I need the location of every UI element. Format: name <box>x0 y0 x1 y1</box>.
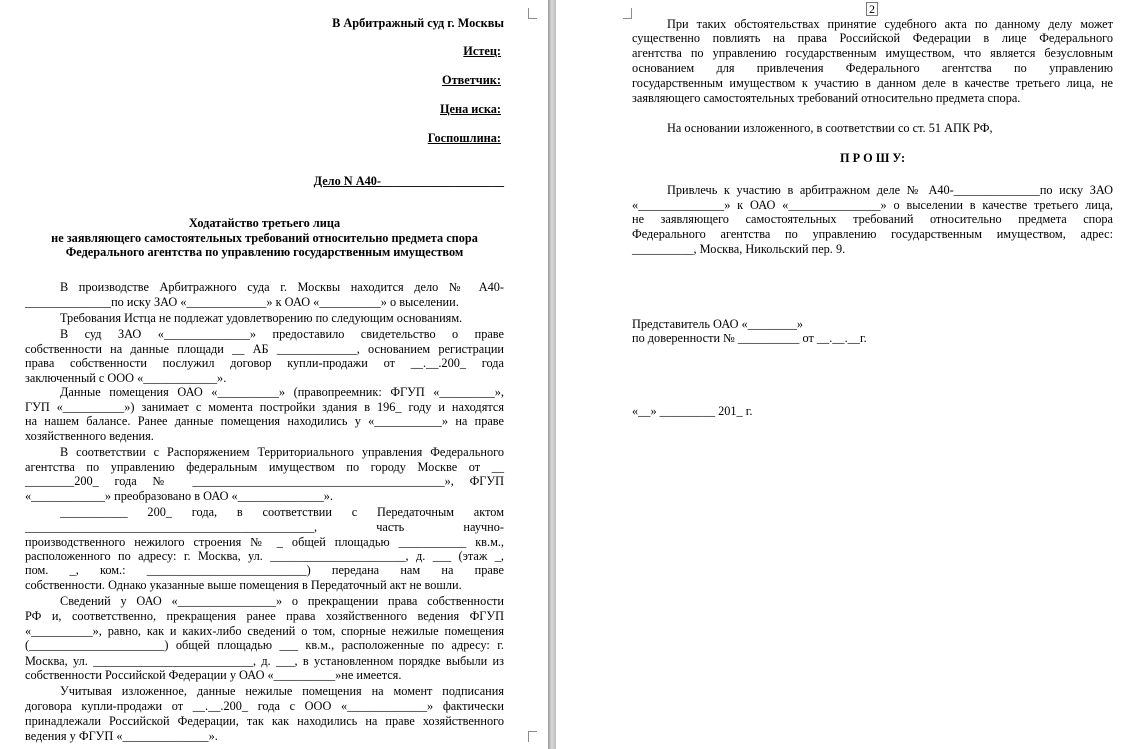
request-heading: П Р О Ш У: <box>839 151 906 165</box>
body-text-line: на нашем балансе. Ранее данные помещения находились у «___________» на праве <box>25 414 504 428</box>
page-corner-mark <box>528 8 537 19</box>
body-text-line: основанием для привлечения Федерального агентства по управлению <box>632 61 1113 75</box>
page-gutter <box>548 0 556 749</box>
date-line: «__» _________ 201_ г. <box>632 404 753 418</box>
body-text-line: ________200_ года № _________________________________________», ФГУП <box>25 474 504 488</box>
body-text-line: собственности на данные площади __ АБ _____________, основанием регистрации <box>25 342 504 356</box>
page-corner-mark <box>623 8 632 19</box>
case-number-label: Дело N А40- <box>313 174 382 188</box>
body-text-line: В производстве Арбитражного суда г. Москвы находится дело № А40- <box>60 280 504 294</box>
body-text-line: Сведений у ОАО «________________» о прекращении права собственности <box>60 594 504 608</box>
body-text-line: Требования Истца не подлежат удовлетворению по следующим основаниям. <box>60 311 463 325</box>
body-text-line: агентства по управлению государственным имуществом, что является безусловным <box>632 46 1113 60</box>
body-text-line: производственного нежилого строения № _ общей площадью ___________ кв.м., <box>25 535 504 549</box>
body-text-line: В соответствии с Распоряжением Территориального управления Федерального <box>60 445 504 459</box>
page-number: 2 <box>866 2 878 16</box>
body-text-line: заключенный с ООО «____________». <box>25 371 227 385</box>
state-duty-label: Госпошлина: <box>427 131 501 145</box>
page-corner-mark <box>528 731 537 742</box>
body-text-line: В суд ЗАО «______________» предоставило свидетельство о праве <box>60 327 504 341</box>
court-name: В Арбитражный суд г. Москвы <box>332 16 504 30</box>
request-text-line: не заявляющего самостоятельных требований относительно предмета спора <box>632 212 1113 226</box>
body-text-line: принадлежали Российской Федерации, так как находились на праве хозяйственного <box>25 714 504 728</box>
body-text-line: заявляющего самостоятельных требований относительно предмета спора. <box>632 91 1021 105</box>
power-of-attorney-line: по доверенности № __________ от __.__.__г. <box>632 331 867 345</box>
body-text-line: пом. _, ком.: __________________________) передана нам на праве <box>25 563 504 577</box>
body-text-line: расположенного по адресу: г. Москва, ул. ______________________, д. ___ (этаж _, <box>25 549 504 563</box>
body-text-line: ГУП «__________») занимает с момента постройки здания в 196_ году и находятся <box>25 400 504 414</box>
plaintiff-label: Истец: <box>463 44 501 58</box>
body-text-line: агентства по управлению федеральным имуществом по городу Москве от __ <box>25 460 504 474</box>
case-number <box>314 174 504 189</box>
case-number-blank: ____________________ <box>381 174 504 188</box>
request-text-line: Федерального агентства по управлению государственным имуществом, адрес: <box>632 227 1113 241</box>
body-text-line: Учитывая изложенное, данные нежилые помещения на момент подписания <box>60 684 504 698</box>
body-text-line: права собственности послужил договор купли-продажи от __.__.200_ года <box>25 356 504 370</box>
body-text-line: ______________по иску ЗАО «_____________» к ОАО «__________» о выселении. <box>25 295 459 309</box>
body-text-line: «____________» преобразовано в ОАО «______________». <box>25 489 334 503</box>
representative-signature: Представитель ОАО «________» <box>632 317 804 331</box>
body-text-line: хозяйственного ведения. <box>25 429 154 443</box>
document-page-2 <box>556 0 1137 749</box>
body-text-line: ведения у ФГУП «______________». <box>25 729 218 743</box>
body-text-line: РФ и, соответственно, прекращения ранее права хозяйственного ведения ФГУП <box>25 609 504 623</box>
body-text-line: Москва, ул. __________________________, д. ___, в установленном порядке выбыли из <box>25 654 504 668</box>
body-text-line: собственности Российской Федерации у ОАО «__________»не имеется. <box>25 668 402 682</box>
body-text-line: _______________________________________________, часть научно- <box>25 520 504 534</box>
defendant-label: Ответчик: <box>442 73 501 87</box>
body-text-line: государственным имуществом к участию в данном деле в качестве третьего лица, не <box>632 76 1113 90</box>
document-title-line: не заявляющего самостоятельных требований относительно предмета спора <box>51 231 478 245</box>
body-text-line: ___________ 200_ года, в соответствии с Передаточным актом <box>60 505 504 519</box>
body-text-line: Данные помещения ОАО «__________» (правопреемник: ФГУП «_________», <box>60 385 504 399</box>
request-text-line: __________, Москва, Никольский пер. 9. <box>632 242 846 256</box>
body-text-line: существенно повлиять на права Российской Федерации в лице Федерального <box>632 31 1113 45</box>
request-text-line: «______________» к ОАО «_______________» о выселении в качестве третьего лица, <box>632 198 1113 212</box>
document-page-1 <box>0 0 548 749</box>
claim-price-label: Цена иска: <box>439 102 501 116</box>
body-text-line: При таких обстоятельствах принятие судебного акта по данному делу может <box>667 17 1113 31</box>
body-text-line: «__________», равно, как и каких-либо сведений о том, спорные нежилые помещения <box>25 624 504 638</box>
body-text-line: собственности. Однако указанные выше помещения в Передаточный акт не вошли. <box>25 578 462 592</box>
document-title-line: Ходатайство третьего лица <box>188 216 341 230</box>
request-text-line: Привлечь к участию в арбитражном деле № А40-______________по иску ЗАО <box>667 183 1113 197</box>
body-text-line: (______________________) общей площадью ___ кв.м., расположенные по адресу: г. <box>25 638 504 652</box>
document-title-line: Федерального агентства по управлению государственным имуществом <box>65 245 464 259</box>
legal-basis-line: На основании изложенного, в соответствии со ст. 51 АПК РФ, <box>667 121 993 135</box>
body-text-line: договора купли-продажи от __.__.200_ года с ООО «_____________» фактически <box>25 699 504 713</box>
